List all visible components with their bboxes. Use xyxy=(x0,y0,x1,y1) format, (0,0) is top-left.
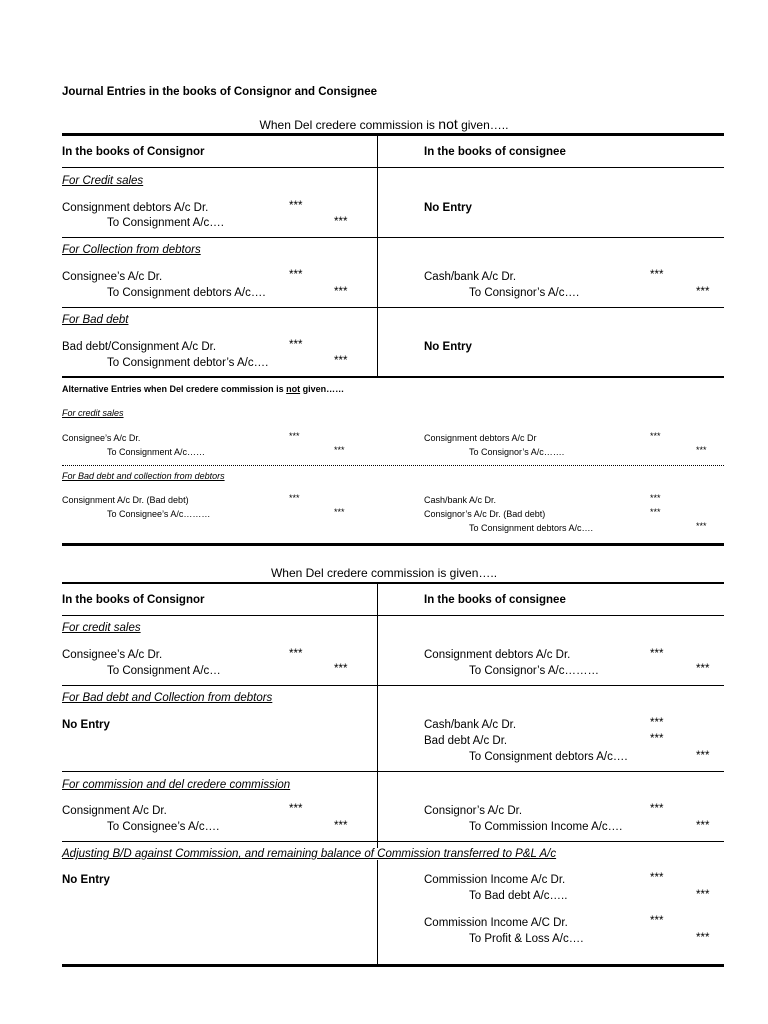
rule xyxy=(62,771,724,772)
amount-dr: *** xyxy=(650,507,661,517)
s2-r3-debit: Consignment A/c Dr. xyxy=(62,805,167,817)
s1-alt-right-debit: Consignment debtors A/c Dr xyxy=(424,433,537,443)
section2-bottom-rule xyxy=(62,964,724,967)
s1-alt-debit: Consignee’s A/c Dr. xyxy=(62,433,141,443)
section1-heading: When Del credere commission is not given….. xyxy=(259,116,509,132)
s1-r2-debit: Consignee’s A/c Dr. xyxy=(62,271,163,283)
amount-cr: *** xyxy=(696,286,710,298)
s2-r4-right-credit: To Bad debt A/c….. xyxy=(469,890,568,902)
s1-col-right-header: In the books of consignee xyxy=(424,146,566,158)
s1-r3-label: For Bad debt xyxy=(62,314,129,326)
rule xyxy=(62,841,724,842)
amount-cr: *** xyxy=(696,750,710,762)
s2-r3-label: For commission and del credere commission xyxy=(62,779,291,791)
amount-dr: *** xyxy=(289,493,300,503)
amount-dr: *** xyxy=(650,733,664,745)
s2-col-left-header: In the books of Consignor xyxy=(62,594,205,606)
s1-alt-heading: Alternative Entries when Del credere commission is not given…… xyxy=(62,384,345,394)
amount-cr: *** xyxy=(334,507,345,517)
s2-r4-right-debit-2: Commission Income A/C Dr. xyxy=(424,917,568,929)
amount-dr: *** xyxy=(650,648,664,660)
amount-cr: *** xyxy=(334,355,348,367)
s2-r3-credit: To Consignee’s A/c…. xyxy=(107,821,220,833)
s1-alt-label-bad-debt: For Bad debt and collection from debtors xyxy=(62,471,225,481)
section1-bottom-rule xyxy=(62,543,724,546)
s2-r2-right-credit: To Consignment debtors A/c…. xyxy=(469,751,628,763)
s2-r4-left-no-entry: No Entry xyxy=(62,874,110,886)
s1-alt-debit-2: Consignment A/c Dr. (Bad debt) xyxy=(62,495,189,505)
amount-cr: *** xyxy=(696,889,710,901)
amount-dr: *** xyxy=(650,717,664,729)
s1-alt-credit: To Consignment A/c…… xyxy=(107,447,206,457)
amount-dr: *** xyxy=(289,269,303,281)
amount-dr: *** xyxy=(650,493,661,503)
s1-col-left-header: In the books of Consignor xyxy=(62,146,205,158)
s1-r2-right-credit: To Consignor’s A/c…. xyxy=(469,287,580,299)
amount-cr: *** xyxy=(696,932,710,944)
rule xyxy=(62,685,724,686)
s2-r1-credit: To Consignment A/c… xyxy=(107,665,221,677)
s1-alt-right-debit-2: Cash/bank A/c Dr. xyxy=(424,495,497,505)
amount-cr: *** xyxy=(696,663,710,675)
section1-top-rule xyxy=(62,133,724,136)
s1-alt-label-credit-sales: For credit sales xyxy=(62,408,124,418)
amount-dr: *** xyxy=(289,200,303,212)
rule xyxy=(62,615,724,616)
amount-dr: *** xyxy=(289,339,303,351)
section1-column-divider xyxy=(377,136,378,378)
s2-r1-debit: Consignee’s A/c Dr. xyxy=(62,649,163,661)
rule xyxy=(62,167,724,168)
amount-cr: *** xyxy=(696,445,707,455)
s1-r2-credit: To Consignment debtors A/c…. xyxy=(107,287,266,299)
amount-dr: *** xyxy=(650,269,664,281)
page-title: Journal Entries in the books of Consignor and Consignee xyxy=(62,86,377,98)
s2-col-right-header: In the books of consignee xyxy=(424,594,566,606)
amount-cr: *** xyxy=(334,445,345,455)
s1-r3-credit: To Consignment debtor’s A/c…. xyxy=(107,357,269,369)
section2-heading: When Del credere commission is given….. xyxy=(270,566,498,580)
dotted-divider xyxy=(62,465,724,466)
s1-alt-right-credit: To Consignor’s A/c……. xyxy=(469,447,565,457)
amount-cr: *** xyxy=(696,820,710,832)
s1-r1-credit: To Consignment A/c…. xyxy=(107,217,224,229)
amount-cr: *** xyxy=(334,286,348,298)
s1-alt-right-debit-3: Consignor’s A/c Dr. (Bad debt) xyxy=(424,509,546,519)
section2-top-rule xyxy=(62,582,724,584)
s1-r1-right-no-entry: No Entry xyxy=(424,202,472,214)
s2-r2-left-no-entry: No Entry xyxy=(62,719,110,731)
s2-r4-label: Adjusting B/D against Commission, and remaining balance of Commission transferred to P&L A/c xyxy=(62,848,557,860)
s1-r3-right-no-entry: No Entry xyxy=(424,341,472,353)
amount-cr: *** xyxy=(696,521,707,531)
amount-cr: *** xyxy=(334,216,348,228)
s1-r1-label: For Credit sales xyxy=(62,175,144,187)
rule xyxy=(62,376,724,378)
amount-dr: *** xyxy=(289,431,300,441)
s2-r3-right-debit: Consignor’s A/c Dr. xyxy=(424,805,523,817)
amount-cr: *** xyxy=(334,820,348,832)
s1-alt-right-credit-2: To Consignment debtors A/c…. xyxy=(469,523,594,533)
s1-alt-credit-2: To Consignee’s A/c……… xyxy=(107,509,211,519)
s2-r3-right-credit: To Commission Income A/c…. xyxy=(469,821,623,833)
amount-dr: *** xyxy=(289,648,303,660)
amount-dr: *** xyxy=(289,803,303,815)
s1-r2-right-debit: Cash/bank A/c Dr. xyxy=(424,271,517,283)
s2-r4-right-credit-2: To Profit & Loss A/c…. xyxy=(469,933,584,945)
s2-r1-label: For credit sales xyxy=(62,622,141,634)
amount-dr: *** xyxy=(650,915,664,927)
amount-dr: *** xyxy=(650,431,661,441)
s1-r3-debit: Bad debt/Consignment A/c Dr. xyxy=(62,341,217,353)
s2-r2-label: For Bad debt and Collection from debtors xyxy=(62,692,273,704)
rule xyxy=(62,307,724,308)
s2-r1-right-debit: Consignment debtors A/c Dr. xyxy=(424,649,571,661)
s2-r2-right-debit: Cash/bank A/c Dr. xyxy=(424,719,517,731)
s2-r2-right-debit-2: Bad debt A/c Dr. xyxy=(424,735,508,747)
s2-r1-right-credit: To Consignor’s A/c……… xyxy=(469,665,599,677)
s1-r2-label: For Collection from debtors xyxy=(62,244,201,256)
amount-dr: *** xyxy=(650,872,664,884)
s2-r4-right-debit: Commission Income A/c Dr. xyxy=(424,874,566,886)
section2-column-divider xyxy=(377,584,378,966)
s1-r1-debit: Consignment debtors A/c Dr. xyxy=(62,202,209,214)
rule xyxy=(62,237,724,238)
amount-cr: *** xyxy=(334,663,348,675)
amount-dr: *** xyxy=(650,803,664,815)
